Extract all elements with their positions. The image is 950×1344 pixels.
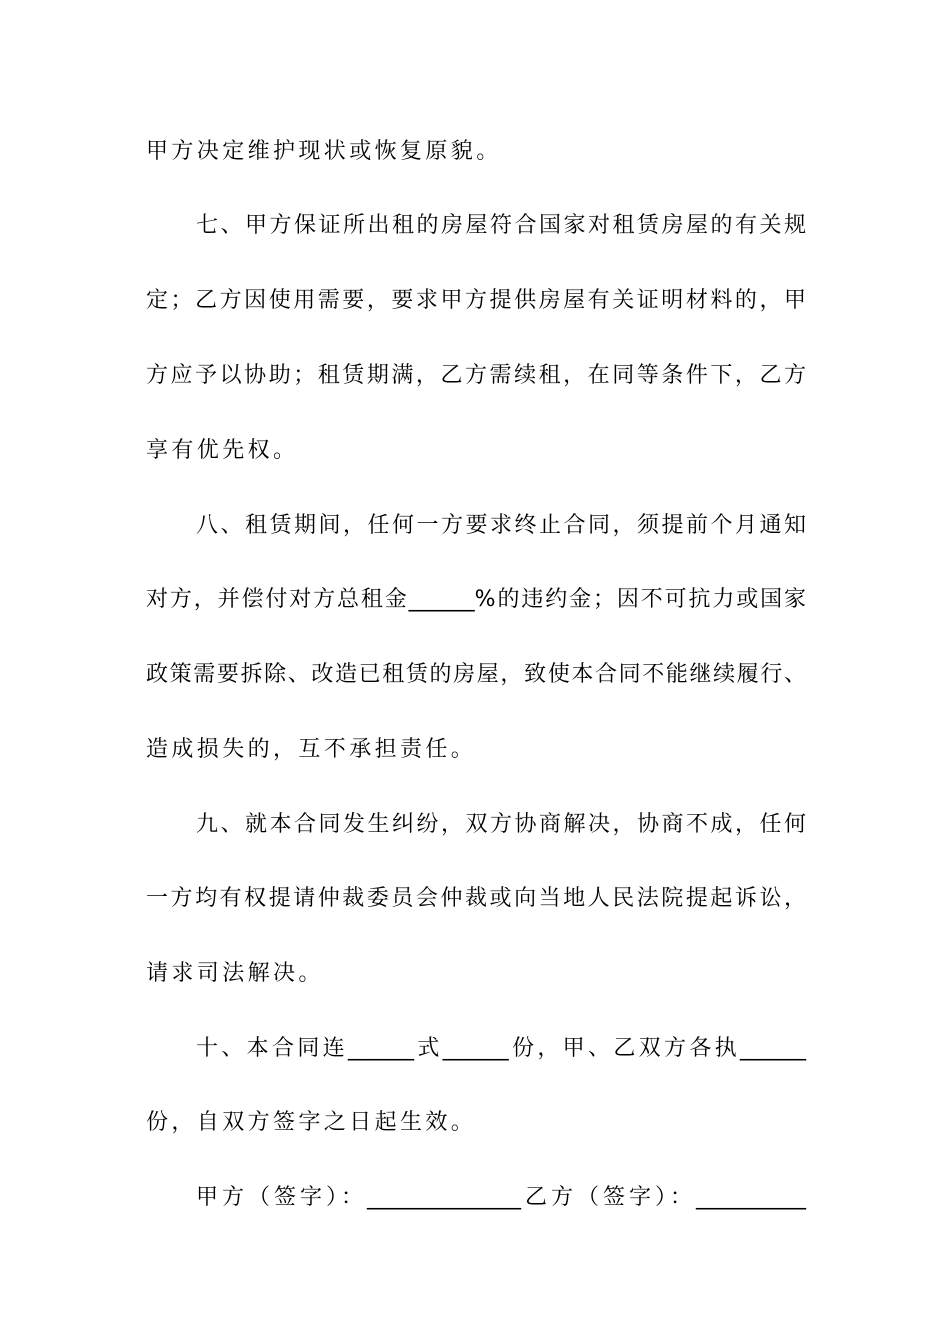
clause-10-line-1: 十、本合同连______式______份，甲、乙双方各执______ <box>196 1036 806 1061</box>
clause-7-line-4: 享有优先权。 <box>146 438 299 463</box>
clause-8-line-2: 对方，并偿付对方总租金______%的违约金；因不可抗力或国家 <box>146 587 806 612</box>
clause-7-line-1: 七、甲方保证所出租的房屋符合国家对租赁房屋的有关规 <box>196 213 806 238</box>
clause-9-line-1: 九、就本合同发生纠纷，双方协商解决，协商不成，任何 <box>196 812 806 837</box>
clause-7-line-3: 方应予以协助；租赁期满，乙方需续租，在同等条件下，乙方 <box>146 363 806 388</box>
clause-10-line-2: 份，自双方签字之日起生效。 <box>146 1110 477 1135</box>
clause-7-line-2: 定；乙方因使用需要，要求甲方提供房屋有关证明材料的，甲 <box>146 288 806 313</box>
signature-line: 甲方（签字）：______________乙方（签字）：__________ <box>196 1185 806 1210</box>
paragraph-6-end: 甲方决定维护现状或恢复原貌。 <box>146 139 502 164</box>
clause-8-line-4: 造成损失的，互不承担责任。 <box>146 737 477 762</box>
clause-8-line-3: 政策需要拆除、改造已租赁的房屋，致使本合同不能继续履行、 <box>146 662 806 687</box>
clause-9-line-3: 请求司法解决。 <box>146 961 324 986</box>
clause-9-line-2: 一方均有权提请仲裁委员会仲裁或向当地人民法院提起诉讼， <box>146 886 806 911</box>
clause-8-line-1: 八、租赁期间，任何一方要求终止合同，须提前个月通知 <box>196 513 806 538</box>
